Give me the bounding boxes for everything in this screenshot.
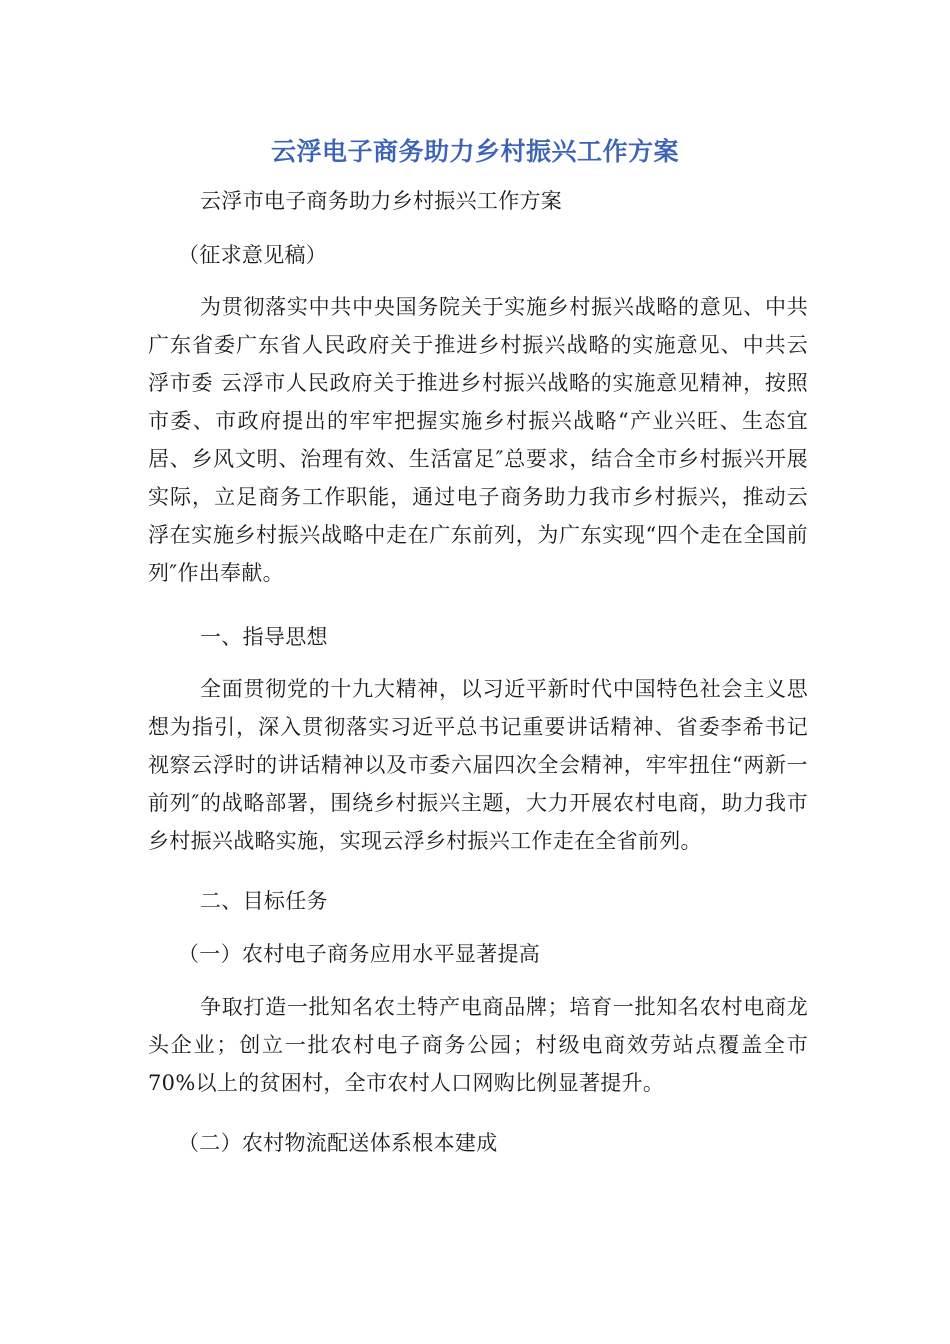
ecommerce-paragraph: 争取打造一批知名农土特产电商品牌；培育一批知名农村电商龙头企业；创立一批农村电子商务公园；村级电商效劳站点覆盖全市70%以上的贫困村，全市农村人口网购比例显著提升。 [148,995,808,1095]
subsection-heading-ecommerce: （一）农村电子商务应用水平显著提高 [178,942,541,966]
subsection-heading-logistics: （二）农村物流配送体系根本建成 [178,1131,498,1155]
guiding-ideology-paragraph: 全面贯彻党的十九大精神，以习近平新时代中国特色社会主义思想为指引，深入贯彻落实习近平总书记重要讲话精神、省委李希书记视察云浮时的讲话精神以及市委六届四次全会精神，牢牢扭住“两新一前列″的战略部署，围绕乡村振兴主题，大力开展农村电商，助力我市乡村振兴战略实施，实现云浮乡村振兴工作走在全省前列。 [148,677,808,853]
section-heading-goals: 二、目标任务 [200,889,328,913]
intro-paragraph: 为贯彻落实中共中央国务院关于实施乡村振兴战略的意见、中共广东省委广东省人民政府关于推进乡村振兴战略的实施意见、中共云浮市委 云浮市人民政府关于推进乡村振兴战略的实施意见精神，按照市委、市政府提出的牢牢把握实施乡村振兴战略“产业兴旺、生态宜居、乡风文明、治理有效、生活富足″总要求，结合全市乡村振兴开展实际，立足商务工作职能，通过电子商务助力我市乡村振兴，推动云浮在实施乡村振兴战略中走在广东前列，为广东实现“四个走在全国前列″作出奉献。 [148,295,808,585]
draft-note: （征求意见稿） [178,243,328,267]
section-heading-guiding-ideology: 一、指导思想 [200,625,328,649]
document-title: 云浮电子商务助力乡村振兴工作方案 [270,137,679,166]
document-subtitle: 云浮市电子商务助力乡村振兴工作方案 [200,189,563,213]
